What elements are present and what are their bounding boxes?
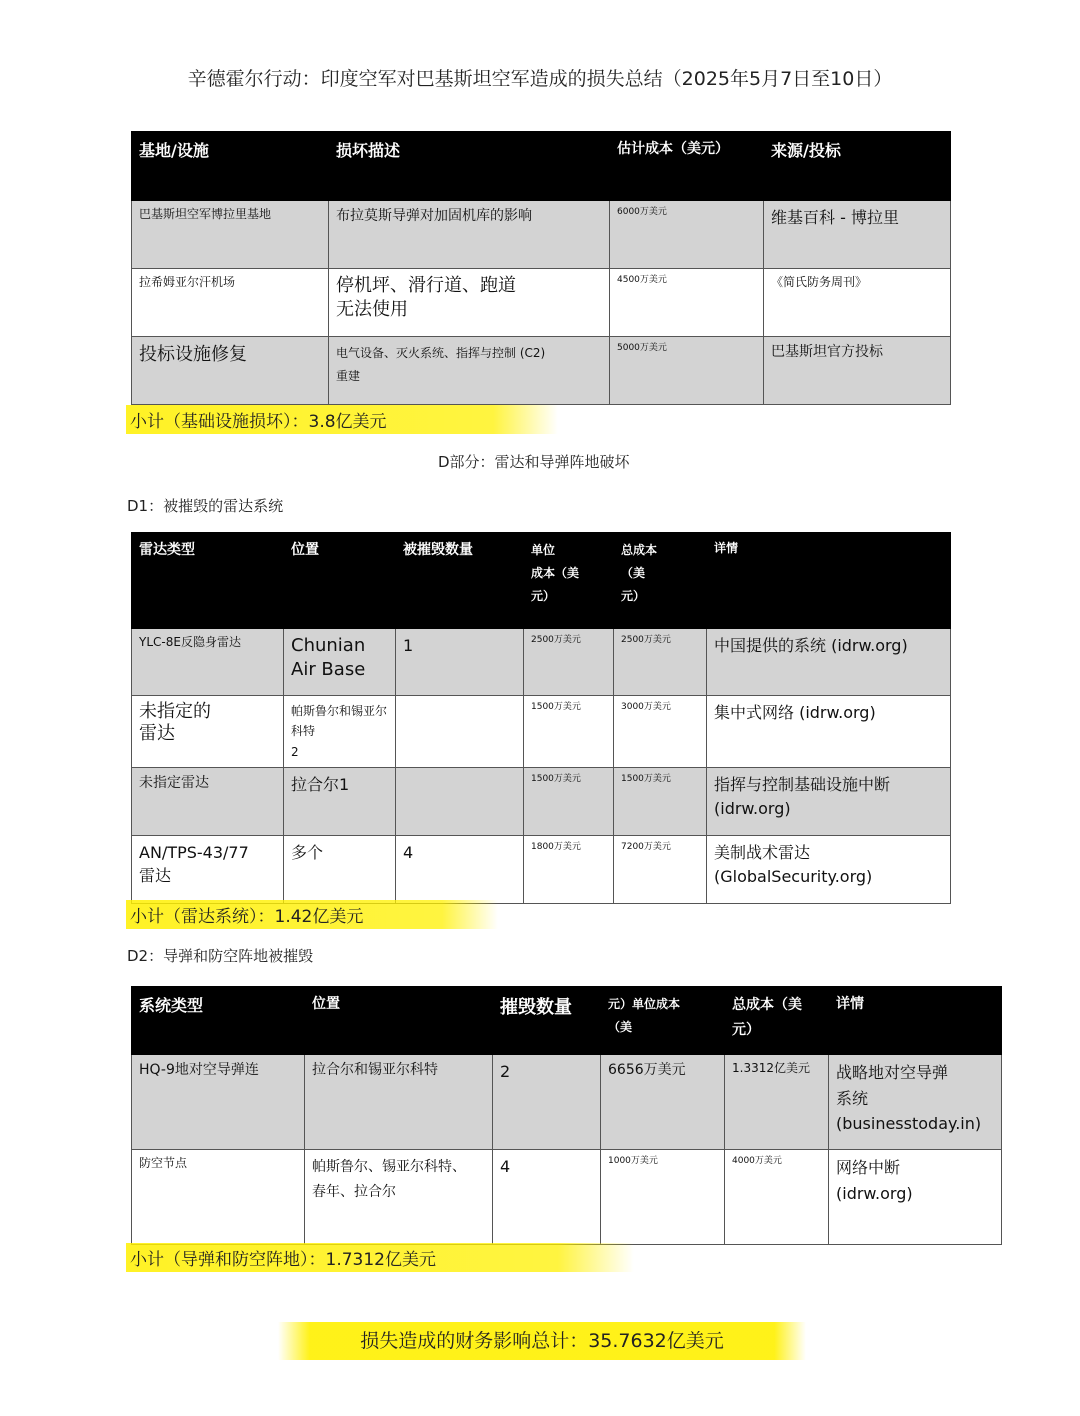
table-row (132, 201, 951, 269)
cell-radar-type: 未指定的 雷达 (132, 696, 284, 768)
header-system-type: 系统类型 (132, 987, 305, 1055)
cell-total-cost: 1500万美元 (614, 768, 707, 836)
cell-description: 停机坪、滑行道、跑道 无法使用 (329, 269, 610, 337)
cell-system-type: 防空节点 (132, 1150, 305, 1245)
cell-source: 巴基斯坦官方投标 (764, 337, 951, 405)
table-row (132, 696, 951, 768)
header-destroyed-count: 被摧毁数量 (396, 533, 524, 629)
cell-location: 拉合尔1 (284, 768, 396, 836)
cell-details: 集中式网络 (idrw.org) (707, 696, 951, 768)
header-estimated-cost: 估计成本（美元） (610, 132, 764, 201)
cell-cost: 4500万美元 (610, 269, 764, 337)
cell-unit-cost: 1000万美元 (601, 1150, 725, 1245)
table-row (132, 629, 951, 696)
cell-unit-cost: 1800万美元 (524, 836, 614, 904)
cell-total-cost: 4000万美元 (725, 1150, 829, 1245)
header-location: 位置 (284, 533, 396, 629)
grand-total: 损失造成的财务影响总计：35.7632亿美元 (278, 1322, 806, 1360)
cell-unit-cost: 6656万美元 (601, 1055, 725, 1150)
header-total-cost: 总成本（美 元） (725, 987, 829, 1055)
cell-count (396, 768, 524, 836)
infrastructure-damage-table (131, 131, 951, 405)
infrastructure-subtotal: 小计（基础设施损坏）：3.8亿美元 (126, 405, 558, 434)
cell-location: 拉合尔和锡亚尔科特 (305, 1055, 493, 1150)
header-base-facility: 基地/设施 (132, 132, 329, 201)
header-damage-description: 损坏描述 (329, 132, 610, 201)
cell-radar-type: YLC-8E反隐身雷达 (132, 629, 284, 696)
table-row (132, 269, 951, 337)
cell-cost: 5000万美元 (610, 337, 764, 405)
cell-location: 帕斯鲁尔、锡亚尔科特、 春年、拉合尔 (305, 1150, 493, 1245)
table-row (132, 836, 951, 904)
table-row (132, 1055, 1002, 1150)
header-destroyed-count: 摧毁数量 (493, 987, 601, 1055)
cell-description: 布拉莫斯导弹对加固机库的影响 (329, 201, 610, 269)
header-unit-cost: 单位 成本（美 元） (524, 533, 614, 629)
cell-total-cost: 1.3312亿美元 (725, 1055, 829, 1150)
header-unit-cost: 元）单位成本 （美 (601, 987, 725, 1055)
cell-unit-cost: 1500万美元 (524, 696, 614, 768)
missile-air-defense-table (131, 986, 1002, 1245)
cell-count (396, 696, 524, 768)
header-total-cost: 总成本 （美 元） (614, 533, 707, 629)
table-row (132, 337, 951, 405)
cell-radar-type: 未指定雷达 (132, 768, 284, 836)
header-details: 详情 (829, 987, 1002, 1055)
cell-total-cost: 2500万美元 (614, 629, 707, 696)
cell-count: 4 (493, 1150, 601, 1245)
cell-system-type: HQ-9地对空导弹连 (132, 1055, 305, 1150)
cell-total-cost: 3000万美元 (614, 696, 707, 768)
d1-heading: D1：被摧毁的雷达系统 (127, 497, 284, 515)
radar-systems-table (131, 532, 951, 904)
header-radar-type: 雷达类型 (132, 533, 284, 629)
cell-location: Chunian Air Base (284, 629, 396, 696)
radar-subtotal: 小计（雷达系统）：1.42亿美元 (126, 900, 498, 929)
cell-source: 维基百科 - 博拉里 (764, 201, 951, 269)
cell-details: 中国提供的系统 (idrw.org) (707, 629, 951, 696)
cell-count: 2 (493, 1055, 601, 1150)
table-row (132, 1150, 1002, 1245)
cell-facility: 拉希姆亚尔汗机场 (132, 269, 329, 337)
cell-count: 1 (396, 629, 524, 696)
header-location: 位置 (305, 987, 493, 1055)
cell-count: 4 (396, 836, 524, 904)
cell-details: 网络中断 (idrw.org) (829, 1150, 1002, 1245)
cell-details: 美制战术雷达 (GlobalSecurity.org) (707, 836, 951, 904)
document-title: 辛德霍尔行动：印度空军对巴基斯坦空军造成的损失总结（2025年5月7日至10日） (187, 68, 893, 90)
cell-cost: 6000万美元 (610, 201, 764, 269)
header-details: 详情 (707, 533, 951, 629)
header-source-tender: 来源/投标 (764, 132, 951, 201)
cell-radar-type: AN/TPS-43/77 雷达 (132, 836, 284, 904)
cell-location: 多个 (284, 836, 396, 904)
cell-total-cost: 7200万美元 (614, 836, 707, 904)
cell-unit-cost: 1500万美元 (524, 768, 614, 836)
missile-subtotal: 小计（导弹和防空阵地）：1.7312亿美元 (126, 1243, 634, 1272)
cell-unit-cost: 2500万美元 (524, 629, 614, 696)
cell-location: 帕斯鲁尔和锡亚尔科特 2 (284, 696, 396, 768)
cell-source: 《简氏防务周刊》 (764, 269, 951, 337)
d2-heading: D2：导弹和防空阵地被摧毁 (127, 947, 314, 965)
cell-facility: 投标设施修复 (132, 337, 329, 405)
cell-details: 战略地对空导弹 系统 (businesstoday.in) (829, 1055, 1002, 1150)
cell-description: 电气设备、灭火系统、指挥与控制 (C2) 重建 (329, 337, 610, 405)
cell-facility: 巴基斯坦空军博拉里基地 (132, 201, 329, 269)
section-d-heading: D部分：雷达和导弹阵地破坏 (438, 453, 630, 471)
table-row (132, 768, 951, 836)
cell-details: 指挥与控制基础设施中断 (idrw.org) (707, 768, 951, 836)
